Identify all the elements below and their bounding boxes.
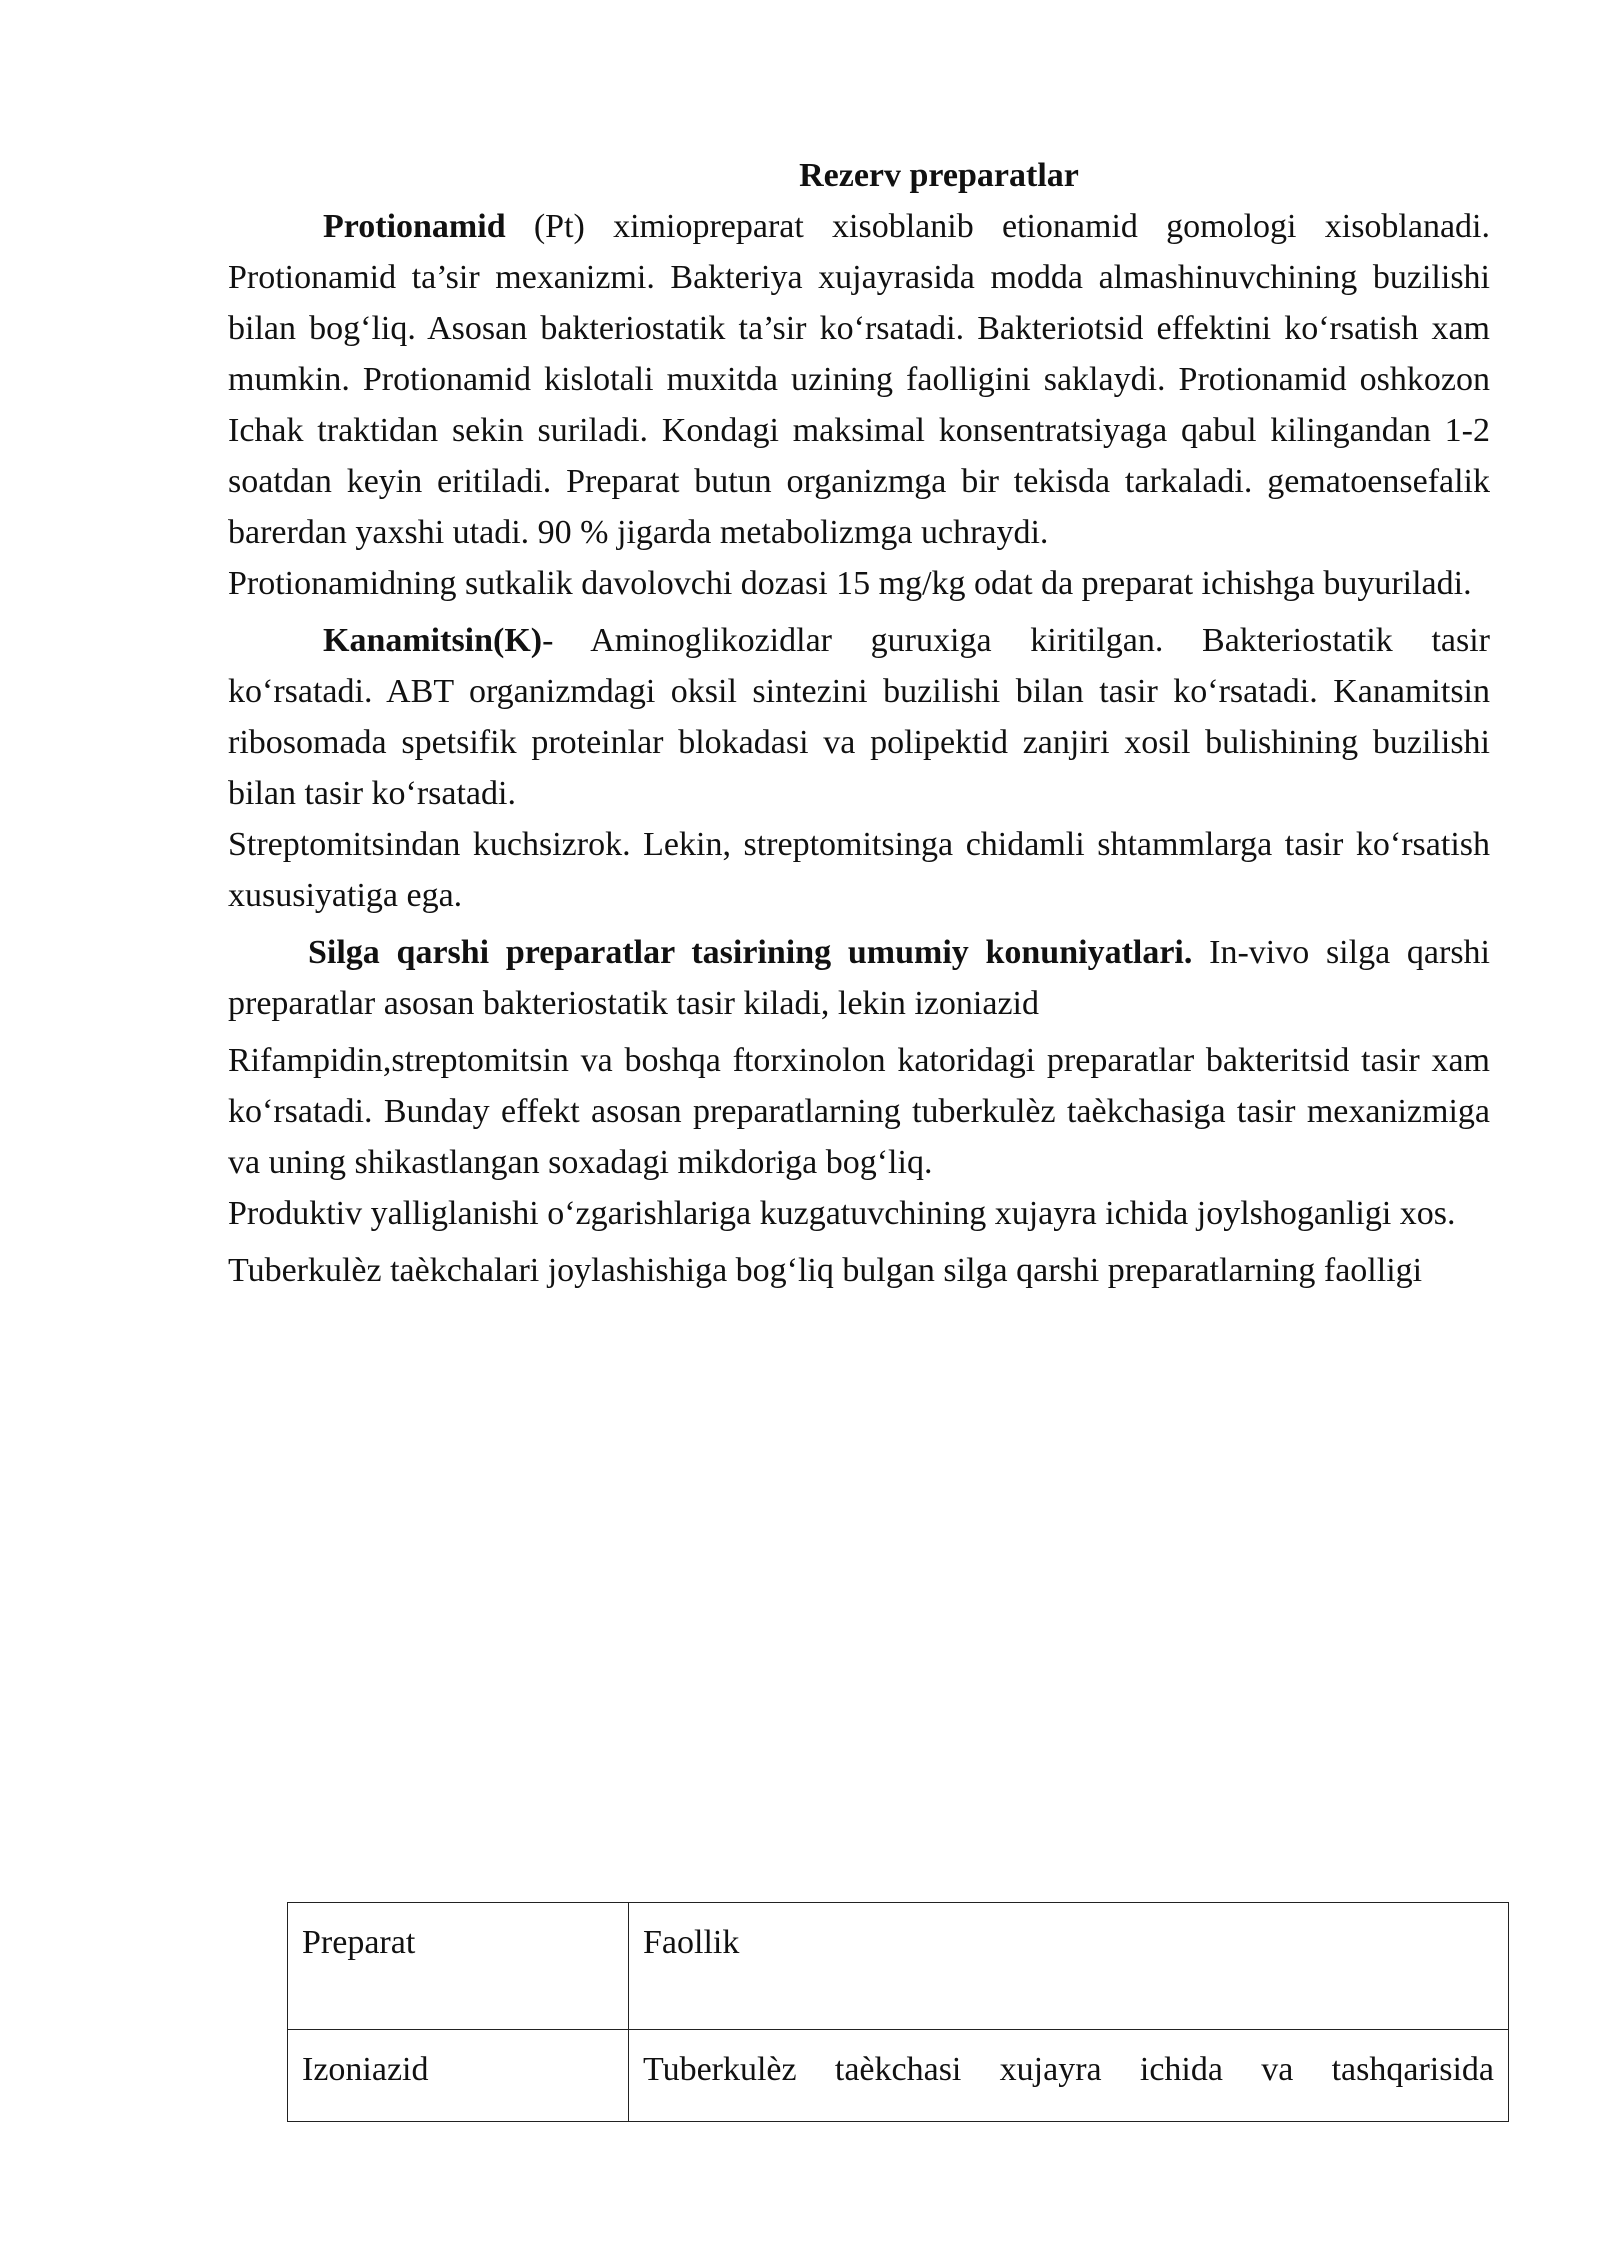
preparat-faollik-table <box>287 1902 1509 2122</box>
paragraph-dosage: Protionamidning sutkalik davolovchi dozasi 15 mg/kg odat da preparat ichishga buyuriladi. <box>228 565 1472 602</box>
paragraph-protionamid <box>228 201 1490 558</box>
table-cell <box>629 2030 1509 2122</box>
paragraph-activity-intro: Tuberkulèz taèkchalari joylashishiga bog‘liq bulgan silga qarshi preparatlarning faolligi <box>228 1252 1423 1289</box>
document-body <box>228 150 1490 1296</box>
table-header-cell: Faollik <box>629 1903 1509 2030</box>
term-kanamitsin: Kanamitsin(K) <box>323 622 543 659</box>
term-general-rules: Silga qarshi preparatlar tasirining umumiy konuniyatlari. <box>308 934 1193 971</box>
document-title: Rezerv preparatlar <box>799 157 1079 194</box>
paragraph-text: In-vivo silga qarshi preparatlar asosan bakteriostatik tasir kiladi, lekin izoniazid <box>228 934 1490 1022</box>
paragraph-text: - Aminoglikozidlar guruxiga kiritilgan. Bakteriostatik tasir ko‘rsatadi. ABT organizmdagi oksil sintezini buzilishi bilan tasir ko‘rsatadi. Kanamitsin ribosomada spetsifik proteinlar blokadasi va polipektid zanjiri xosil bulishining buzilishi bilan tasir ko‘rsatadi. <box>228 622 1490 812</box>
paragraph-kanamitsin <box>228 615 1490 819</box>
table-header-row <box>288 1903 1509 2030</box>
table-row <box>288 2030 1509 2122</box>
table-cell: Izoniazid <box>288 2030 629 2122</box>
paragraph-streptomitsin: Streptomitsindan kuchsizrok. Lekin, streptomitsinga chidamli shtammlarga tasir ko‘rsatish xususiyatiga ega. <box>228 826 1490 914</box>
term-protionamid: Protionamid <box>323 208 506 245</box>
paragraph-productive-inflammation: Produktiv yalliglanishi o‘zgarishlariga kuzgatuvchining xujayra ichida joylshoganligi xos. <box>228 1195 1456 1232</box>
paragraph-rifampidin: Rifampidin,streptomitsin va boshqa ftorxinolon katoridagi preparatlar bakteritsid tasir xam ko‘rsatadi. Bunday effekt asosan preparatlarning tuberkulèz taèkchasiga tasir mexanizmiga va uning shikastlangan soxadagi mikdoriga bog‘liq. <box>228 1042 1490 1181</box>
paragraph-text: (Pt) ximiopreparat xisoblanib etionamid gomologi xisoblanadi. Protionamid ta’sir mexanizmi. Bakteriya xujayrasida modda almashinuvchining buzilishi bilan bog‘liq. Asosan bakteriostatik ta’sir ko‘rsatadi. Bakteriotsid effektini ko‘rsatish xam mumkin. Protionamid kislotali muxitda uzining faolligini saklaydi. Protionamid oshkozon Ichak traktidan sekin suriladi. Kondagi maksimal konsentratsiyaga qabul kilingandan 1-2 soatdan keyin eritiladi. Preparat butun organizmga bir tekisda tarkaladi. gematoensefalik barerdan yaxshi utadi. 90 % jigarda metabolizmga uchraydi. <box>228 208 1490 551</box>
paragraph-general-rules <box>228 927 1490 1029</box>
table-cell-text: Tuberkulèz taèkchasi xujayra ichida va tashqarisida <box>643 2051 1494 2088</box>
table-header-cell: Preparat <box>288 1903 629 2030</box>
